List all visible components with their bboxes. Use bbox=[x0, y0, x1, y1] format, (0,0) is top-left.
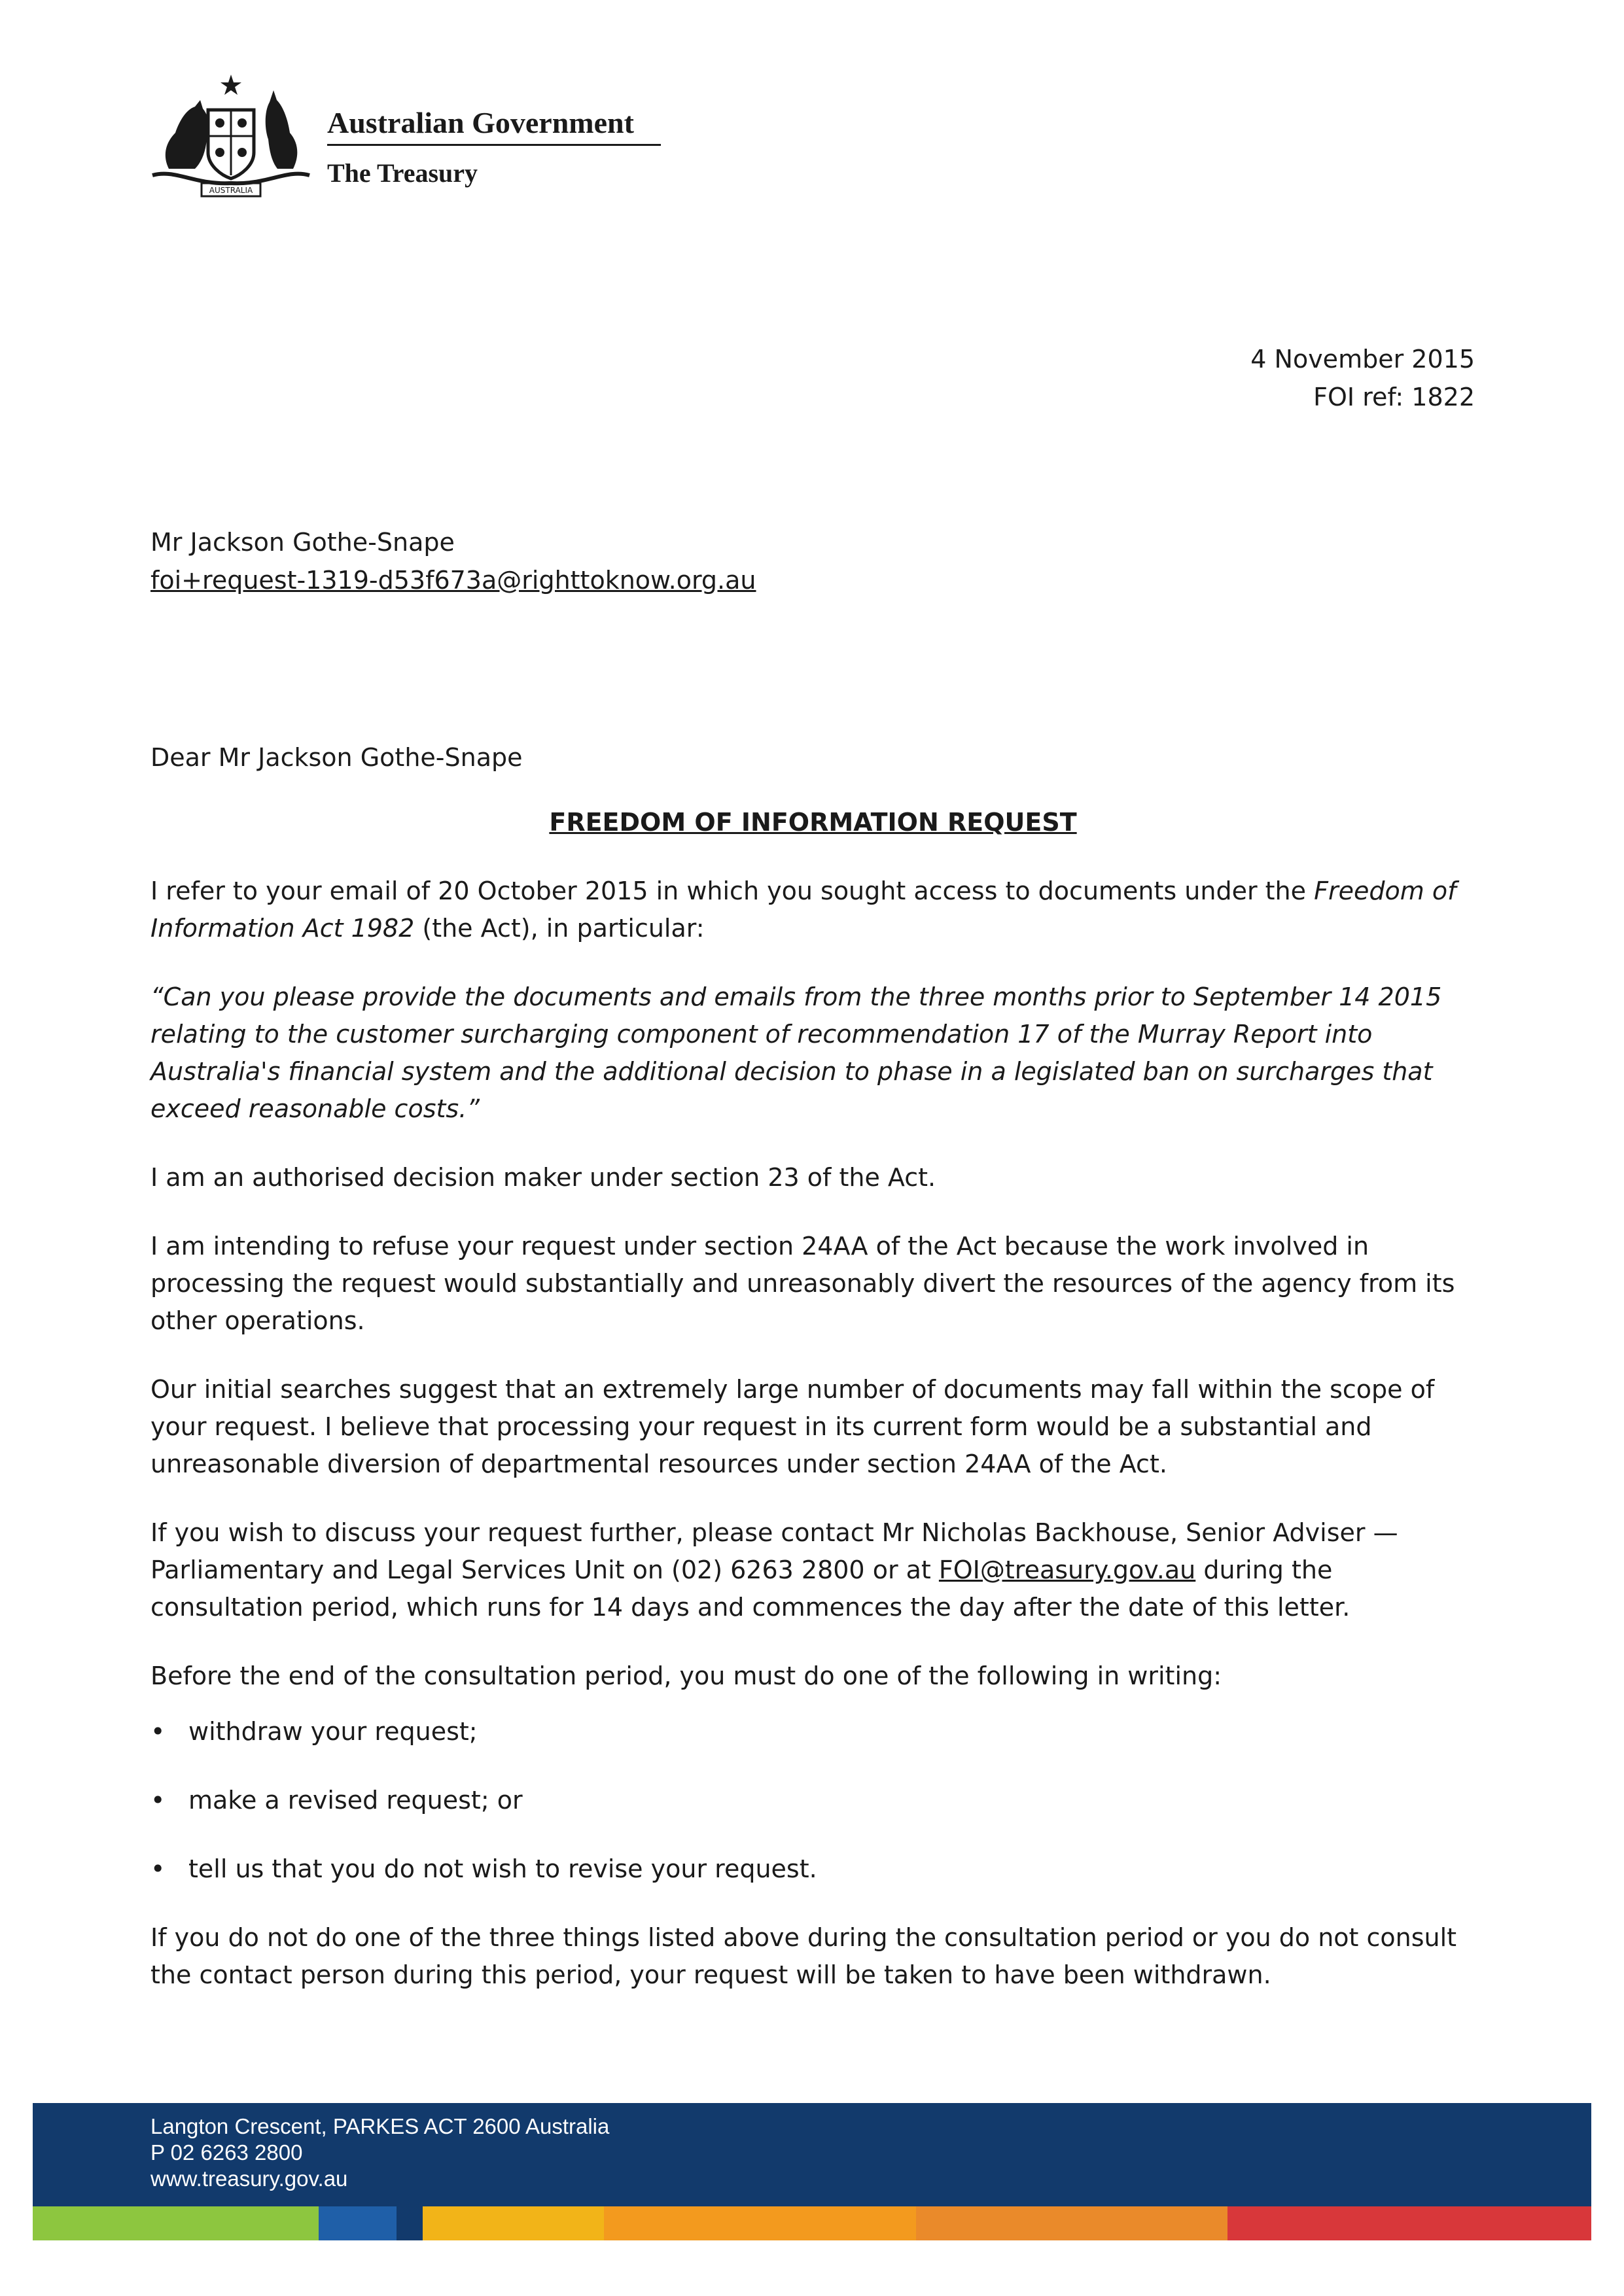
list-item bbox=[150, 1851, 1475, 1888]
color-bar-segment bbox=[33, 2206, 319, 2240]
list-item bbox=[150, 1713, 1475, 1750]
footer-phone: P 02 6263 2800 bbox=[150, 2140, 303, 2165]
coat-of-arms-logo bbox=[149, 71, 313, 205]
paragraph-text: I refer to your email of 20 October 2015 in which you sought access to documents under the bbox=[150, 877, 1315, 905]
options-list bbox=[150, 1713, 1475, 1888]
color-bar-segment bbox=[397, 2206, 423, 2240]
color-bar-segment bbox=[604, 2206, 915, 2240]
crest-motto: AUSTRALIA bbox=[209, 186, 253, 195]
paragraph-text: (the Act), in particular: bbox=[414, 914, 705, 943]
footer-color-bar bbox=[33, 2206, 1591, 2240]
bullet-icon: • bbox=[150, 1786, 166, 1815]
org-subtitle: The Treasury bbox=[327, 158, 478, 188]
paragraph-searches: Our initial searches suggest that an extremely large number of documents may fall within the scope of your request. I believe that processing your request in its current form would be a substantial and unreasonable diversion of departmental resources under section 24AA of the Act. bbox=[150, 1375, 1435, 1478]
act-title: Freedom of Information Act 1982 bbox=[150, 877, 1456, 943]
foi-reference: FOI ref: 1822 bbox=[1313, 383, 1475, 411]
paragraph-text: during the consultation period, which runs for 14 days and commences the day after the date of this letter. bbox=[150, 1556, 1350, 1622]
letter-date: 4 November 2015 bbox=[1250, 345, 1475, 374]
paragraph-refusal-intent: I am intending to refuse your request under section 24AA of the Act because the work involved in processing the request would substantially and unreasonably divert the resources of the agency from its other operations. bbox=[150, 1232, 1455, 1335]
footer-band bbox=[33, 2103, 1591, 2206]
salutation: Dear Mr Jackson Gothe-Snape bbox=[150, 743, 523, 772]
color-bar-segment bbox=[916, 2206, 1227, 2240]
option-text: tell us that you do not wish to revise your request. bbox=[188, 1854, 817, 1883]
request-quote: “Can you please provide the documents and emails from the three months prior to September 14 2015 relating to the customer surcharging component of recommendation 17 of the Murray Report into Australia's financial system and the additional decision to phase in a legislated ban on surcharges that exceed reasonable costs.” bbox=[150, 983, 1442, 1123]
org-name: Australian Government bbox=[327, 105, 661, 146]
color-bar-segment bbox=[423, 2206, 605, 2240]
recipient-email-link[interactable]: foi+request-1319-d53f673a@righttoknow.org.au bbox=[150, 566, 756, 595]
letter-heading: FREEDOM OF INFORMATION REQUEST bbox=[549, 808, 1077, 837]
date-block bbox=[1250, 340, 1475, 416]
paragraph-request bbox=[150, 873, 1475, 947]
footer-contact bbox=[150, 2113, 609, 2192]
recipient-name: Mr Jackson Gothe-Snape bbox=[150, 528, 455, 557]
option-text: withdraw your request; bbox=[188, 1717, 478, 1746]
footer-website-link[interactable]: www.treasury.gov.au bbox=[150, 2166, 348, 2191]
color-bar-segment bbox=[1227, 2206, 1591, 2240]
letter-body bbox=[150, 739, 1475, 1994]
paragraph-text: If you wish to discuss your request further, please contact Mr Nicholas Backhouse, Senior Adviser — Parliamentary and Legal Services Unit on (02) 6263 2800 or at bbox=[150, 1518, 1398, 1584]
bullet-icon: • bbox=[150, 1854, 166, 1883]
paragraph-decision-maker: I am an authorised decision maker under section 23 of the Act. bbox=[150, 1163, 936, 1192]
recipient-block bbox=[150, 523, 756, 599]
footer-address: Langton Crescent, PARKES ACT 2600 Australia bbox=[150, 2114, 610, 2138]
list-item bbox=[150, 1782, 1475, 1819]
color-bar-segment bbox=[319, 2206, 397, 2240]
bullet-icon: • bbox=[150, 1717, 166, 1746]
foi-email-link[interactable]: FOI@treasury.gov.au bbox=[938, 1556, 1196, 1584]
option-text: make a revised request; or bbox=[188, 1786, 523, 1815]
paragraph-options-intro: Before the end of the consultation period, you must do one of the following in writing: bbox=[150, 1661, 1222, 1690]
paragraph-contact bbox=[150, 1514, 1475, 1626]
paragraph-withdrawal: If you do not do one of the three things listed above during the consultation period or you do not consult the contact person during this period, your request will be taken to have been withdrawn. bbox=[150, 1923, 1457, 1989]
